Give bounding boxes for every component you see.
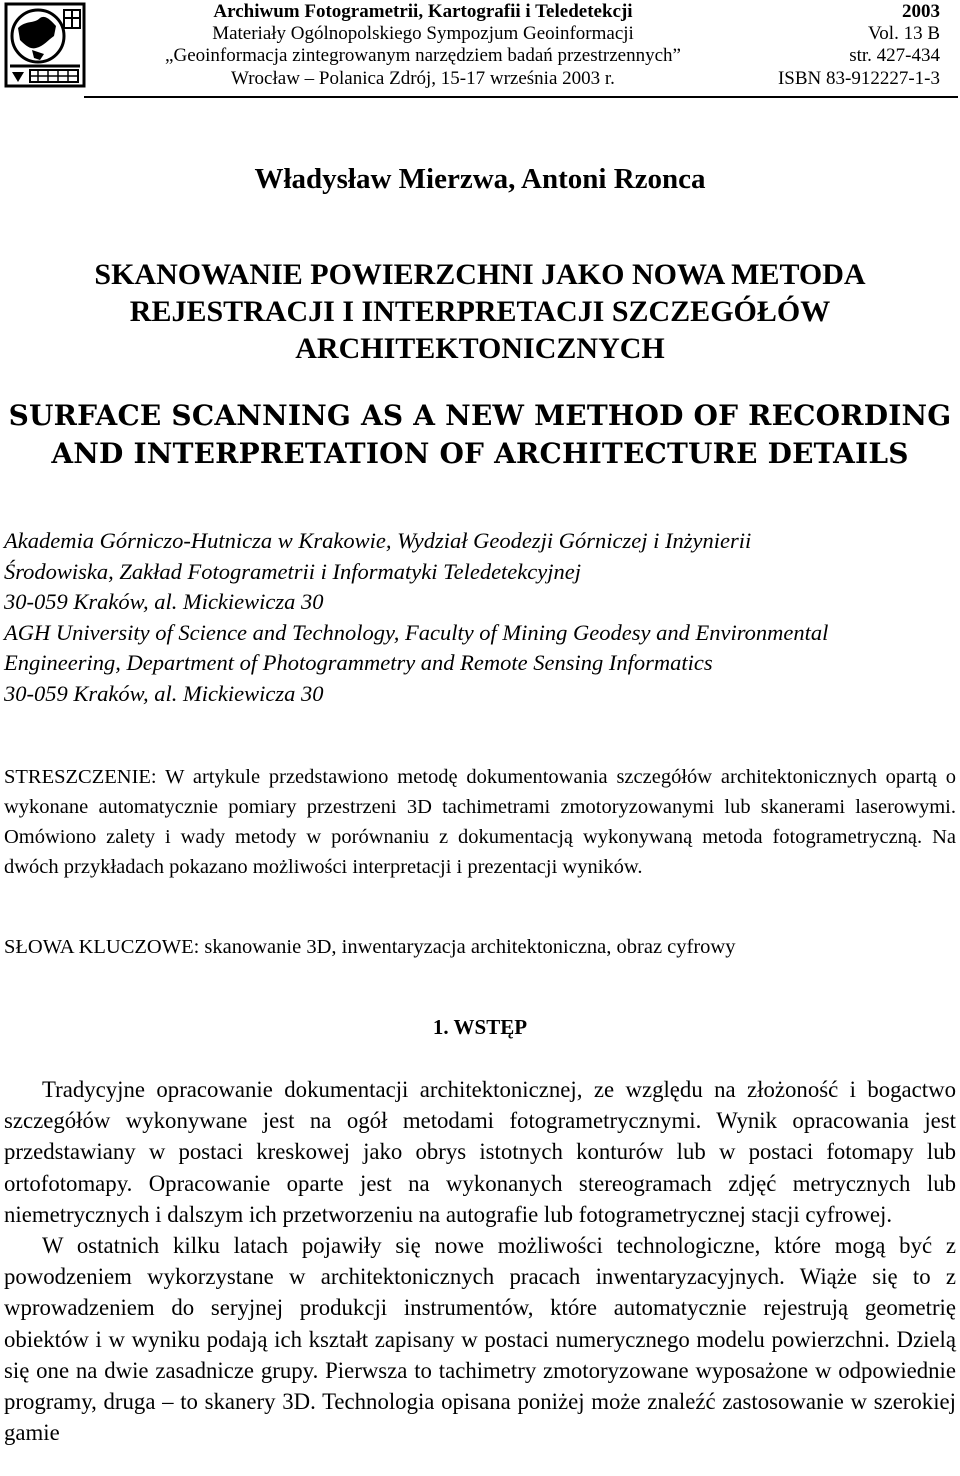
authors: Władysław Mierzwa, Antoni Rzonca xyxy=(254,163,706,195)
affiliation-line: 30-059 Kraków, al. Mickiewicza 30 xyxy=(4,680,324,706)
affiliation xyxy=(4,526,956,709)
affiliation-line: Engineering, Department of Photogrammetry and Remote Sensing Informatics xyxy=(4,650,713,675)
title-polish-line: REJESTRACJI I INTERPRETACJI SZCZEGÓŁÓW xyxy=(129,295,831,328)
symposium-theme: „Geoinformacja zintegrowanym narzędziem badań przestrzennych” xyxy=(165,45,681,66)
keywords: SŁOWA KLUCZOWE: skanowanie 3D, inwentaryzacja architektoniczna, obraz cyfrowy xyxy=(4,936,736,958)
journal-title: Archiwum Fotogrametrii, Kartografii i Teledetekcji xyxy=(213,1,633,22)
affiliation-line: 30-059 Kraków, al. Mickiewicza 30 xyxy=(4,589,324,614)
title-polish-line: ARCHITEKTONICZNYCH xyxy=(295,332,665,365)
body-text xyxy=(4,1074,956,1448)
journal-volume: Vol. 13 B xyxy=(868,23,940,44)
abstract: STRESZCZENIE: W artykule przedstawiono metodę dokumentowania szczegółów architektonicznych opartą o wykonane automatycznie pomiary przestrzeni 3D tachimetrami zmotoryzowanymi lub skanerami laserowymi. Omówiono zalety i wady metody w porównaniu z dokumentacją wykonywaną metoda fotogrametryczną. Na dwóch przykładach pokazano możliwości interpretacji i prezentacji wyników. xyxy=(4,766,956,878)
title-english xyxy=(0,397,960,473)
journal-pages: str. 427-434 xyxy=(849,45,940,66)
title-polish xyxy=(0,256,960,367)
affiliation-line: AGH University of Science and Technology, Faculty of Mining Geodesy and Environmental xyxy=(4,619,829,645)
symposium-name: Materiały Ogólnopolskiego Sympozjum Geoinformacji xyxy=(212,23,634,44)
journal-year: 2003 xyxy=(902,1,940,22)
symposium-place-date: Wrocław – Polanica Zdrój, 15-17 września 2003 r. xyxy=(231,68,615,89)
title-english-line: SURFACE SCANNING AS A NEW METHOD OF RECORDING xyxy=(8,399,952,432)
section-heading: 1. WSTĘP xyxy=(432,1015,528,1039)
header-divider xyxy=(84,96,958,98)
title-english-line: AND INTERPRETATION OF ARCHITECTURE DETAILS xyxy=(51,437,909,470)
paragraph: W ostatnich kilku latach pojawiły się nowe możliwości technologiczne, które mogą być z powodzeniem wykorzystane w architektonicznych pracach inwentaryzacyjnych. Wiąże się to z wprowadzeniem do seryjnej produkcji instrumentów, które automatycznie rejestrują geometrię obiektów i w wyniku podają ich kształt zapisany w postaci numerycznego modelu powierzchni. Dzielą się one na dwie zasadnicze grupy. Pierwsza to tachimetry zmotoryzowane wyposażone w odpowiednie programy, druga – to skanery 3D. Technologia opisana poniżej może znaleźć zastosowanie w szerokiej gamie xyxy=(4,1233,956,1446)
paragraph: Tradycyjne opracowanie dokumentacji architektonicznej, ze względu na złożoność i bogactwo szczegółów wykonywane jest na ogół metodami fotogrametrycznymi. Wynik opracowania jest przedstawiany w postaci kreskowej jako obrys istotnych konturów lub w postaci fotomapy lub ortofotomapy. Opracowanie oparte jest na wykonanych stereogramach zdjęć metrycznych lub niemetrycznych i dalszym ich przetworzeniu na autografie lub fotogrametrycznej stacji cyfrowej. xyxy=(4,1077,956,1227)
title-polish-line: SKANOWANIE POWIERZCHNI JAKO NOWA METODA xyxy=(94,258,866,291)
journal-isbn: ISBN 83-912227-1-3 xyxy=(777,68,940,89)
journal-logo-icon xyxy=(4,2,86,88)
journal-header xyxy=(0,0,960,100)
affiliation-line: Środowiska, Zakład Fotogrametrii i Informatyki Teledetekcyjnej xyxy=(4,558,581,584)
affiliation-line: Akademia Górniczo-Hutnicza w Krakowie, Wydział Geodezji Górniczej i Inżynierii xyxy=(4,528,752,553)
